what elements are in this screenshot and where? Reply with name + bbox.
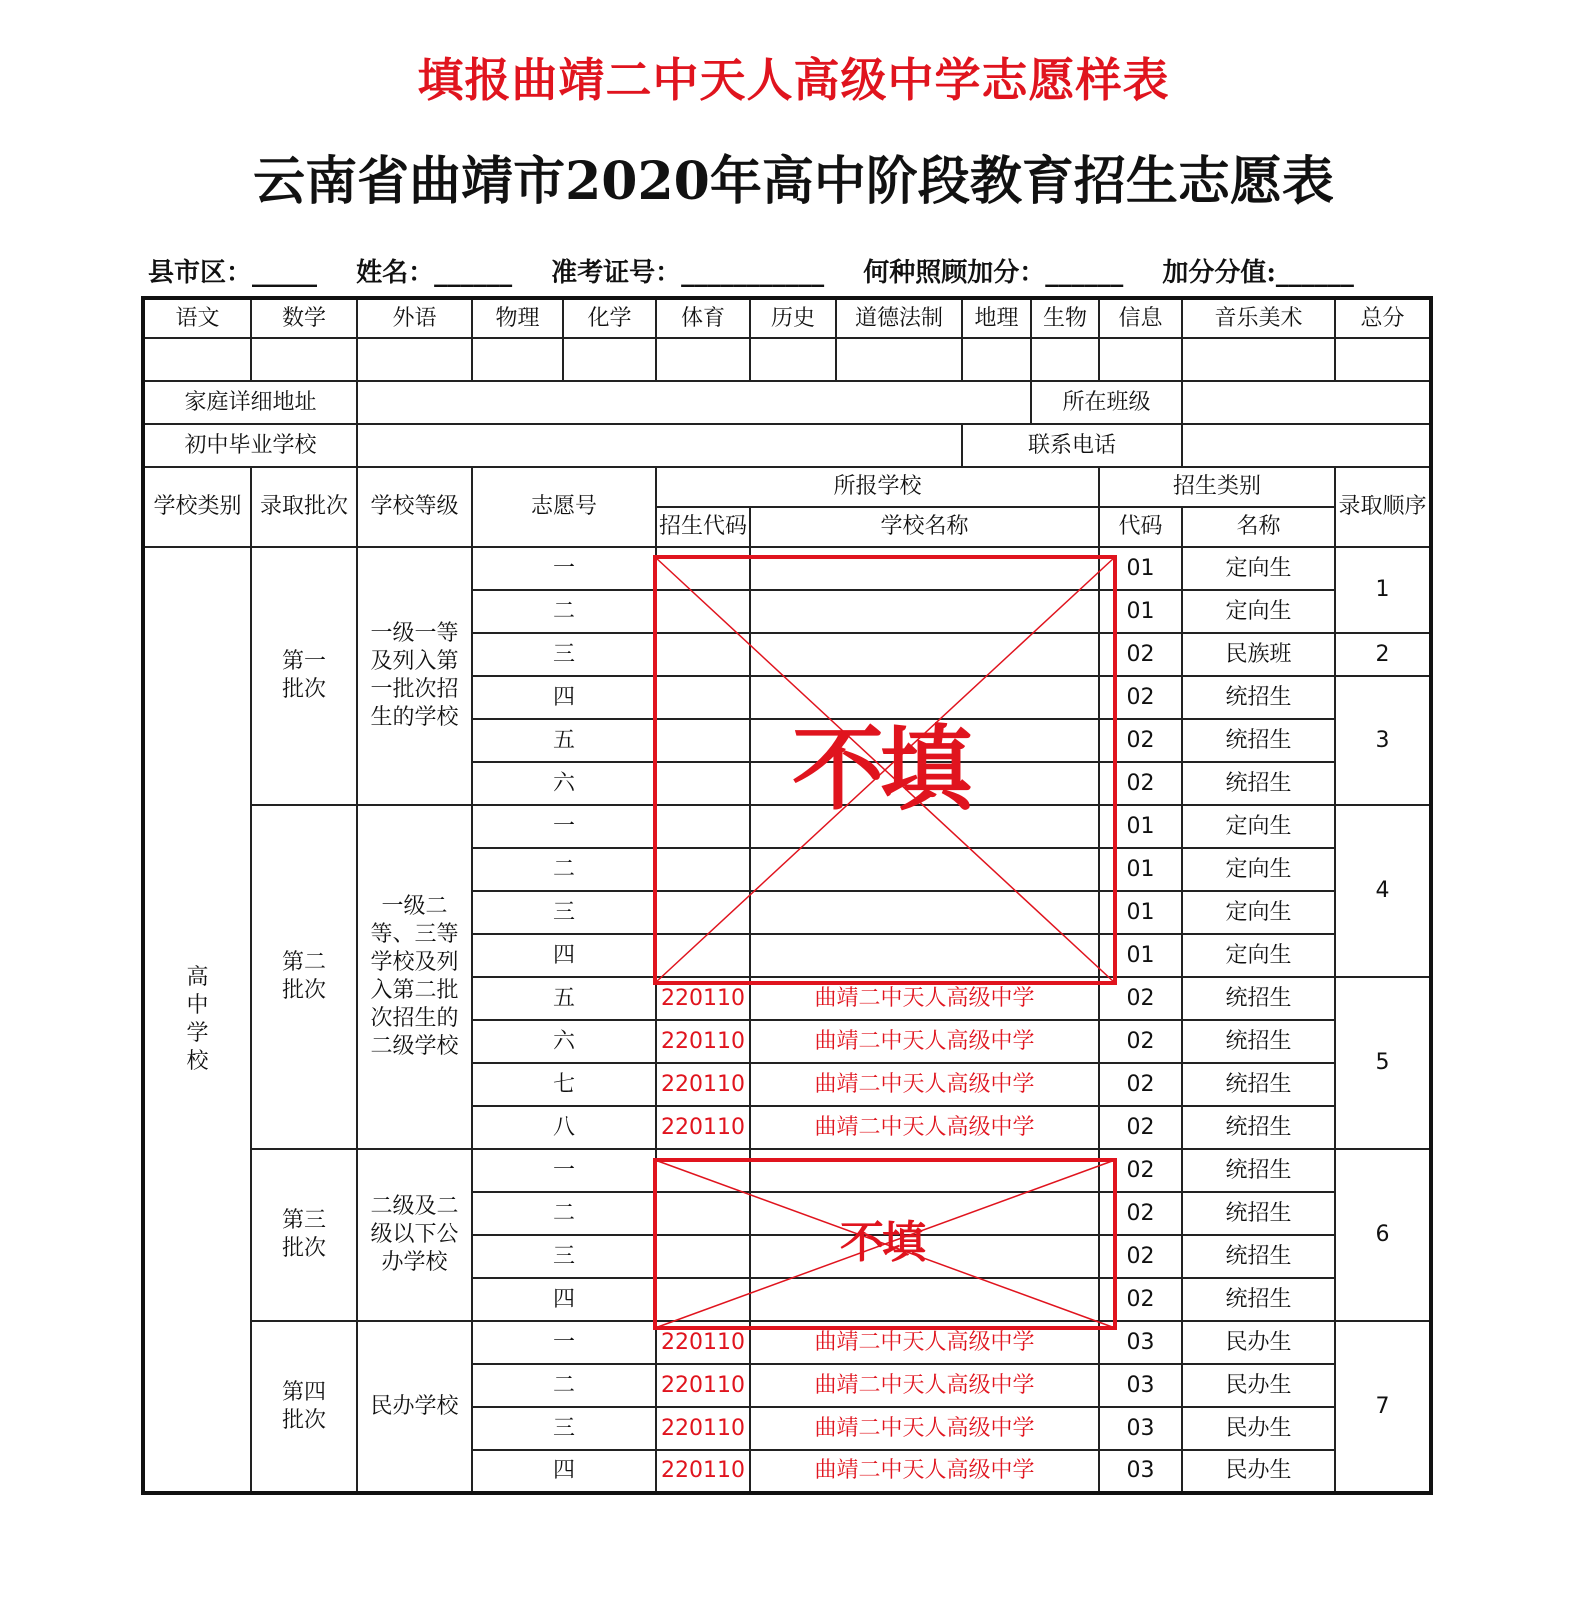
form-title: 云南省曲靖市2020年高中阶段教育招生志愿表 (253, 151, 1334, 212)
enroll-code-cell[interactable] (656, 633, 750, 676)
type-name-cell: 定向生 (1182, 805, 1335, 848)
type-name-cell: 统招生 (1182, 762, 1335, 805)
type-name-header: 名称 (1182, 507, 1335, 547)
type-code-cell: 01 (1099, 891, 1182, 934)
type-code-cell: 02 (1099, 1149, 1182, 1192)
subject-label: 历史 (750, 298, 836, 338)
subject-label: 音乐美术 (1182, 298, 1335, 338)
wish-number-header: 志愿号 (472, 467, 656, 547)
wish-number: 八 (472, 1106, 656, 1149)
subject-label: 外语 (357, 298, 472, 338)
wish-number: 二 (472, 848, 656, 891)
order-cell: 5 (1335, 977, 1431, 1149)
type-name-cell: 定向生 (1182, 848, 1335, 891)
type-code-cell: 01 (1099, 805, 1182, 848)
enroll-code-cell[interactable]: 220110 (656, 1063, 750, 1106)
subject-label: 地理 (962, 298, 1031, 338)
wish-number: 二 (472, 1192, 656, 1235)
wish-number: 二 (472, 590, 656, 633)
wish-row (143, 805, 1431, 848)
name-field[interactable]: 姓名：______ (356, 258, 513, 288)
wish-number: 一 (472, 1149, 656, 1192)
school-name-cell[interactable]: 曲靖二中天人高级中学 (750, 1407, 1099, 1450)
enroll-code-cell[interactable] (656, 719, 750, 762)
type-name-cell: 统招生 (1182, 1149, 1335, 1192)
batch-cell: 第四批次 (251, 1321, 357, 1493)
type-code-cell: 02 (1099, 719, 1182, 762)
score-cell[interactable] (357, 338, 472, 381)
enroll-code-cell[interactable] (656, 891, 750, 934)
wish-number: 四 (472, 676, 656, 719)
enroll-code-header: 招生代码 (656, 507, 750, 547)
enroll-code-cell[interactable]: 220110 (656, 977, 750, 1020)
school-name-cell[interactable] (750, 891, 1099, 934)
phone-label: 联系电话 (962, 424, 1182, 467)
type-name-cell: 统招生 (1182, 1278, 1335, 1321)
type-code-cell: 02 (1099, 676, 1182, 719)
type-name-cell: 统招生 (1182, 1106, 1335, 1149)
type-code-cell: 03 (1099, 1364, 1182, 1407)
order-cell: 1 (1335, 547, 1431, 633)
wish-row (143, 1321, 1431, 1364)
school-name-cell[interactable] (750, 590, 1099, 633)
enroll-code-cell[interactable]: 220110 (656, 1321, 750, 1364)
subject-label: 生物 (1031, 298, 1099, 338)
wish-number: 一 (472, 805, 656, 848)
school-name-cell[interactable] (750, 1278, 1099, 1321)
school-name-cell[interactable]: 曲靖二中天人高级中学 (750, 1450, 1099, 1493)
type-code-cell: 02 (1099, 762, 1182, 805)
enroll-code-cell[interactable] (656, 934, 750, 977)
wish-number: 六 (472, 762, 656, 805)
middle-school-field[interactable] (357, 424, 962, 467)
wish-number: 六 (472, 1020, 656, 1063)
wish-number: 三 (472, 891, 656, 934)
wish-number: 五 (472, 719, 656, 762)
enroll-code-cell[interactable]: 220110 (656, 1450, 750, 1493)
wish-header-row-1 (143, 467, 1431, 507)
type-name-cell: 民办生 (1182, 1407, 1335, 1450)
school-name-cell[interactable] (750, 1149, 1099, 1192)
phone-field[interactable] (1182, 424, 1431, 467)
subject-label: 数学 (251, 298, 357, 338)
enroll-code-cell[interactable] (656, 676, 750, 719)
type-code-cell: 02 (1099, 1063, 1182, 1106)
school-name-cell[interactable]: 曲靖二中天人高级中学 (750, 1364, 1099, 1407)
score-cell[interactable] (563, 338, 656, 381)
wish-number: 二 (472, 1364, 656, 1407)
type-name-cell: 定向生 (1182, 891, 1335, 934)
level-cell: 民办学校 (357, 1321, 472, 1493)
wish-number: 四 (472, 1278, 656, 1321)
school-name-cell[interactable]: 曲靖二中天人高级中学 (750, 1063, 1099, 1106)
school-type-header: 学校类别 (143, 467, 251, 547)
subject-label: 道德法制 (836, 298, 962, 338)
batch-cell: 第二批次 (251, 805, 357, 1149)
type-name-cell: 定向生 (1182, 590, 1335, 633)
subject-header-row (143, 298, 1431, 338)
school-name-cell[interactable] (750, 848, 1099, 891)
enroll-code-cell[interactable] (656, 848, 750, 891)
score-cell[interactable] (251, 338, 357, 381)
school-name-cell[interactable] (750, 547, 1099, 590)
no-fill-stamp-large: 不填 (792, 716, 969, 823)
class-label: 所在班级 (1031, 381, 1182, 424)
school-name-header: 学校名称 (750, 507, 1099, 547)
level-cell: 二级及二级以下公办学校 (357, 1149, 472, 1321)
wish-row (143, 547, 1431, 590)
type-code-cell: 02 (1099, 1278, 1182, 1321)
school-type-cell: 高中学校 (143, 547, 251, 1493)
type-code-cell: 01 (1099, 934, 1182, 977)
enroll-code-cell[interactable] (656, 762, 750, 805)
score-cell[interactable] (750, 338, 836, 381)
enroll-code-cell[interactable] (656, 590, 750, 633)
type-name-cell: 民办生 (1182, 1450, 1335, 1493)
order-cell: 4 (1335, 805, 1431, 977)
batch-cell: 第一批次 (251, 547, 357, 805)
score-cell[interactable] (656, 338, 750, 381)
type-code-cell: 01 (1099, 547, 1182, 590)
order-cell: 6 (1335, 1149, 1431, 1321)
subject-label: 语文 (143, 298, 251, 338)
enroll-code-cell[interactable]: 220110 (656, 1020, 750, 1063)
enroll-code-cell[interactable] (656, 1235, 750, 1278)
enroll-code-cell[interactable]: 220110 (656, 1106, 750, 1149)
wish-number: 三 (472, 1235, 656, 1278)
wish-row (143, 1149, 1431, 1192)
type-name-cell: 定向生 (1182, 547, 1335, 590)
enroll-code-cell[interactable]: 220110 (656, 1407, 750, 1450)
school-row (143, 424, 1431, 467)
school-name-cell[interactable]: 曲靖二中天人高级中学 (750, 1020, 1099, 1063)
enroll-code-cell[interactable] (656, 1192, 750, 1235)
batch-header: 录取批次 (251, 467, 357, 547)
school-name-cell[interactable]: 曲靖二中天人高级中学 (750, 1321, 1099, 1364)
order-cell: 7 (1335, 1321, 1431, 1493)
enroll-code-cell[interactable]: 220110 (656, 1364, 750, 1407)
type-code-cell: 02 (1099, 1020, 1182, 1063)
exam-number-field[interactable]: 准考证号：___________ (551, 258, 825, 288)
score-cell[interactable] (1182, 338, 1335, 381)
wish-number: 三 (472, 633, 656, 676)
wish-number: 四 (472, 1450, 656, 1493)
type-name-cell: 统招生 (1182, 676, 1335, 719)
type-name-cell: 统招生 (1182, 1192, 1335, 1235)
sample-title: 填报曲靖二中天人高级中学志愿样表 (417, 53, 1170, 107)
type-code-cell: 02 (1099, 1192, 1182, 1235)
subject-label: 物理 (472, 298, 563, 338)
no-fill-stamp-small: 不填 (840, 1217, 924, 1268)
order-cell: 2 (1335, 633, 1431, 676)
score-cell[interactable] (1335, 338, 1431, 381)
enroll-code-cell[interactable] (656, 805, 750, 848)
type-name-cell: 统招生 (1182, 1020, 1335, 1063)
address-field[interactable] (357, 381, 1031, 424)
enroll-code-cell[interactable] (656, 1149, 750, 1192)
wish-table-body (143, 547, 1431, 1493)
school-name-cell[interactable]: 曲靖二中天人高级中学 (750, 977, 1099, 1020)
school-name-cell[interactable]: 曲靖二中天人高级中学 (750, 1106, 1099, 1149)
subject-label: 总分 (1335, 298, 1431, 338)
type-name-cell: 民族班 (1182, 633, 1335, 676)
type-code-cell: 03 (1099, 1407, 1182, 1450)
score-cell[interactable] (1099, 338, 1182, 381)
type-code-cell: 02 (1099, 1235, 1182, 1278)
wish-number: 一 (472, 547, 656, 590)
type-code-cell: 01 (1099, 590, 1182, 633)
type-name-cell: 定向生 (1182, 934, 1335, 977)
subject-label: 信息 (1099, 298, 1182, 338)
wish-number: 五 (472, 977, 656, 1020)
bonus-type-field[interactable]: 何种照顾加分：______ (863, 258, 1124, 288)
enroll-code-cell[interactable] (656, 547, 750, 590)
batch-cell: 第三批次 (251, 1149, 357, 1321)
wish-number: 三 (472, 1407, 656, 1450)
type-name-cell: 统招生 (1182, 1063, 1335, 1106)
level-header: 学校等级 (357, 467, 472, 547)
score-cell[interactable] (1031, 338, 1099, 381)
address-row (143, 381, 1431, 424)
order-header: 录取顺序 (1335, 467, 1431, 547)
wish-number: 七 (472, 1063, 656, 1106)
type-name-cell: 民办生 (1182, 1364, 1335, 1407)
type-code-header: 代码 (1099, 507, 1182, 547)
type-name-cell: 统招生 (1182, 1235, 1335, 1278)
type-name-cell: 统招生 (1182, 719, 1335, 762)
type-code-cell: 03 (1099, 1321, 1182, 1364)
applied-school-header: 所报学校 (656, 467, 1099, 507)
middle-school-label: 初中毕业学校 (143, 424, 357, 467)
address-label: 家庭详细地址 (143, 381, 357, 424)
type-name-cell: 统招生 (1182, 977, 1335, 1020)
enroll-code-cell[interactable] (656, 1278, 750, 1321)
school-name-cell[interactable] (750, 633, 1099, 676)
application-form-table (141, 296, 1433, 1495)
level-cell: 一级一等及列入第一批次招生的学校 (357, 547, 472, 805)
score-cell[interactable] (962, 338, 1031, 381)
wish-number: 四 (472, 934, 656, 977)
type-code-cell: 01 (1099, 848, 1182, 891)
level-cell: 一级二等、三等学校及列入第二批次招生的二级学校 (357, 805, 472, 1149)
type-name-cell: 民办生 (1182, 1321, 1335, 1364)
type-code-cell: 02 (1099, 1106, 1182, 1149)
class-field[interactable] (1182, 381, 1431, 424)
score-row (143, 338, 1431, 381)
order-cell: 3 (1335, 676, 1431, 805)
type-code-cell: 02 (1099, 977, 1182, 1020)
subject-label: 化学 (563, 298, 656, 338)
subject-label: 体育 (656, 298, 750, 338)
type-code-cell: 02 (1099, 633, 1182, 676)
applicant-info-line (148, 252, 1354, 289)
county-field[interactable]: 县市区：_____ (148, 258, 318, 288)
bonus-value-field[interactable]: 加分分值:______ (1162, 258, 1354, 288)
wish-number: 一 (472, 1321, 656, 1364)
score-cell[interactable] (143, 338, 251, 381)
type-code-cell: 03 (1099, 1450, 1182, 1493)
score-cell[interactable] (472, 338, 563, 381)
enroll-type-header: 招生类别 (1099, 467, 1335, 507)
score-cell[interactable] (836, 338, 962, 381)
school-name-cell[interactable] (750, 934, 1099, 977)
school-name-cell[interactable] (750, 676, 1099, 719)
